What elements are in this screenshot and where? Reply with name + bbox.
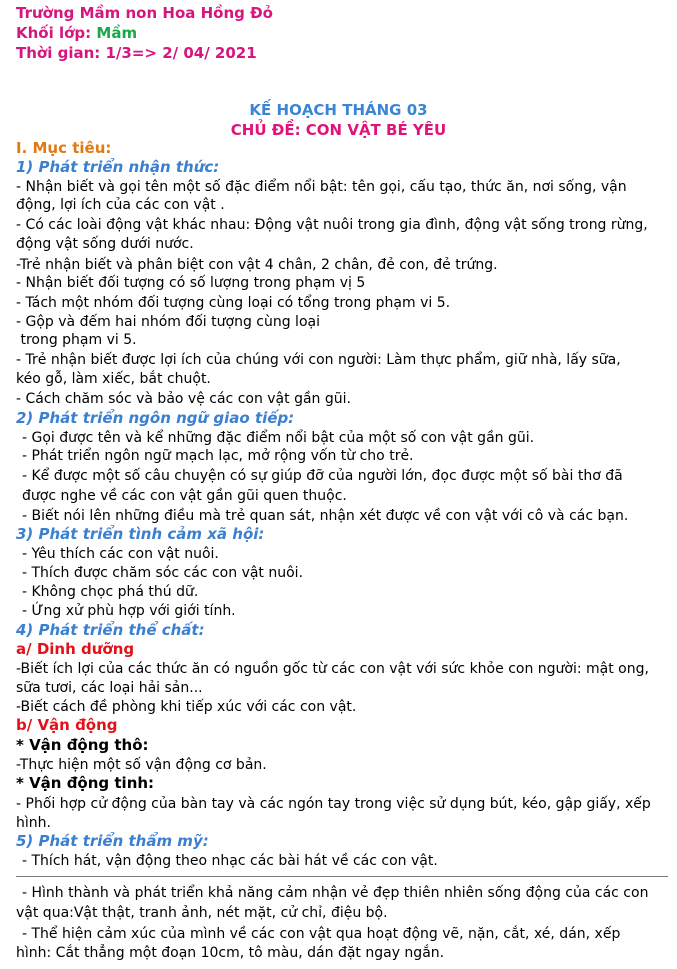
school-name: Trường Mầm non Hoa Hồng Đỏ	[16, 4, 273, 22]
gross-motor-line-1: -Thực hiện một số vận động cơ bản.	[16, 757, 267, 773]
nutrition-line-2: sữa tươi, các loại hải sản...	[16, 680, 203, 696]
motor-heading: b/ Vận động	[16, 716, 118, 734]
cognitive-line-8: - Gộp và đếm hai nhóm đối tượng cùng loại	[16, 314, 320, 330]
theme-title: CHỦ ĐỀ: CON VẬT BÉ YÊU	[230, 121, 447, 139]
nutrition-heading: a/ Dinh dưỡng	[16, 640, 135, 658]
cognitive-heading: 1) Phát triển nhận thức:	[16, 158, 220, 176]
language-line-1: - Gọi được tên và kể những đặc điểm nổi bật của một số con vật gần gũi.	[22, 430, 535, 446]
cognitive-line-9: trong phạm vi 5.	[16, 332, 137, 348]
aesthetic-line-1: - Thích hát, vận động theo nhạc các bài hát về các con vật.	[22, 853, 438, 869]
aesthetic-line-3: vật qua:Vật thật, tranh ảnh, nét mặt, cử chỉ, điệu bộ.	[16, 905, 388, 921]
aesthetic-heading: 5) Phát triển thẩm mỹ:	[16, 832, 209, 850]
objectives-heading: I. Mục tiêu:	[16, 139, 112, 157]
aesthetic-line-5: hình: Cắt thẳng một đoạn 10cm, tô màu, dán đặt ngay ngắn.	[16, 945, 445, 961]
cognitive-line-7: - Tách một nhóm đối tượng cùng loại có tổng trong phạm vi 5.	[16, 295, 451, 311]
plan-title: KẾ HOẠCH THÁNG 03	[249, 101, 428, 119]
language-line-5: - Biết nói lên những điều mà trẻ quan sát, nhận xét được về con vật với cô và các bạn.	[22, 508, 629, 524]
cognitive-line-5: -Trẻ nhận biết và phân biệt con vật 4 chân, 2 chân, đẻ con, đẻ trứng.	[16, 257, 498, 273]
aesthetic-line-4: - Thể hiện cảm xúc của mình về các con vật qua hoạt động vẽ, nặn, cắt, xé, dán, xếp	[22, 926, 621, 942]
cognitive-line-11: kéo gỗ, làm xiếc, bắt chuột.	[16, 371, 211, 387]
nutrition-line-3: -Biết cách đề phòng khi tiếp xúc với các con vật.	[16, 699, 357, 715]
page-break-divider	[16, 876, 668, 877]
cognitive-line-12: - Cách chăm sóc và bảo vệ các con vật gần gũi.	[16, 391, 351, 407]
cognitive-line-10: - Trẻ nhận biết được lợi ích của chúng với con người: Làm thực phẩm, giữ nhà, lấy sữa,	[16, 352, 621, 368]
class-value: Mầm	[96, 24, 138, 42]
nutrition-line-1: -Biết ích lợi của các thức ăn có nguồn gốc từ các con vật với sức khỏe con người: mật ong,	[16, 661, 649, 677]
class-label: Khối lớp:	[16, 24, 97, 42]
social-line-1: - Yêu thích các con vật nuôi.	[22, 546, 219, 562]
cognitive-line-1: - Nhận biết và gọi tên một số đặc điểm nổi bật: tên gọi, cấu tạo, thức ăn, nơi sống, vận	[16, 179, 627, 195]
cognitive-line-3: - Có các loài động vật khác nhau: Động vật nuôi trong gia đình, động vật sống trong rừng,	[16, 217, 648, 233]
social-line-4: - Ứng xử phù hợp với giới tính.	[22, 603, 236, 619]
language-line-4: được nghe về các con vật gần gũi quen thuộc.	[22, 488, 347, 504]
social-line-2: - Thích được chăm sóc các con vật nuôi.	[22, 565, 304, 581]
time-line: Thời gian: 1/3=> 2/ 04/ 2021	[16, 44, 257, 62]
fine-motor-line-2: hình.	[16, 815, 51, 831]
gross-motor-heading: * Vận động thô:	[16, 736, 149, 754]
language-line-3: - Kể được một số câu chuyện có sự giúp đỡ của người lớn, đọc được một số bài thơ đã	[22, 468, 623, 484]
language-heading: 2) Phát triển ngôn ngữ giao tiếp:	[16, 409, 295, 427]
class-line	[16, 24, 137, 42]
fine-motor-line-1: - Phối hợp cử động của bàn tay và các ngón tay trong việc sử dụng bút, kéo, gập giấy, xếp	[16, 796, 651, 812]
cognitive-line-2: động, lợi ích của các con vật .	[16, 197, 225, 213]
physical-heading: 4) Phát triển thể chất:	[16, 621, 205, 639]
language-line-2: - Phát triển ngôn ngữ mạch lạc, mở rộng vốn từ cho trẻ.	[22, 448, 414, 464]
cognitive-line-4: động vật sống dưới nước.	[16, 236, 194, 252]
aesthetic-line-2: - Hình thành và phát triển khả năng cảm nhận vẻ đẹp thiên nhiên sống động của các con	[22, 885, 649, 901]
fine-motor-heading: * Vận động tinh:	[16, 774, 155, 792]
social-line-3: - Không chọc phá thú dữ.	[22, 584, 199, 600]
cognitive-line-6: - Nhận biết đối tượng có số lượng trong phạm vị 5	[16, 275, 366, 291]
social-heading: 3) Phát triển tình cảm xã hội:	[16, 525, 265, 543]
